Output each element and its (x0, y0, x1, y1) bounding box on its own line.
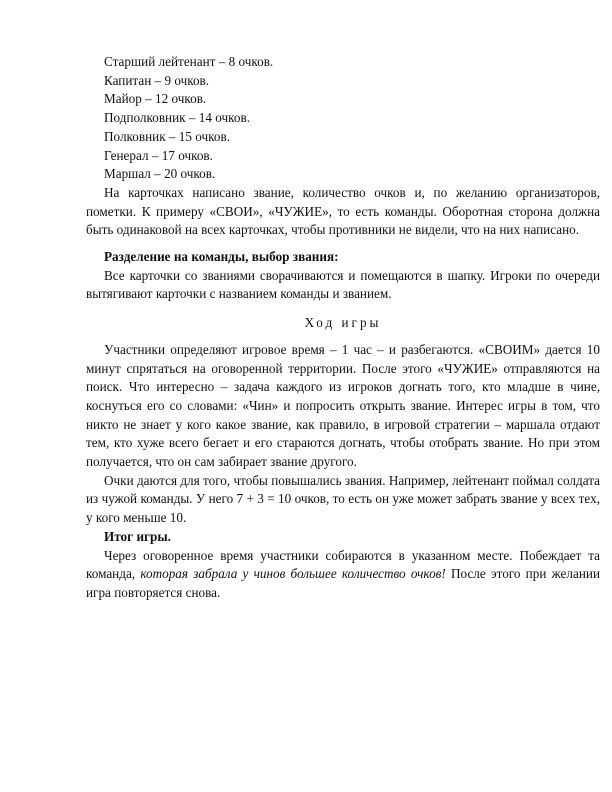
rank-line: Капитан – 9 очков. (104, 72, 210, 88)
rank-line: Подполковник – 14 очков. (104, 110, 250, 126)
document-page (86, 53, 600, 603)
result-heading: Итог игры. (104, 528, 171, 544)
division-heading: Разделение на команды, выбор звания: (104, 249, 339, 265)
course-heading: Ход игры (304, 315, 382, 331)
rank-line: Маршал – 20 очков. (104, 166, 216, 182)
rank-line: Майор – 12 очков. (104, 91, 207, 107)
rank-line: Генерал – 17 очков. (104, 147, 213, 163)
points-paragraph: Очки даются для того, чтобы повышались звания. Например, лейтенант поймал солдата из чужой команды. У него 7 + 3 = 10 очков, то есть он уже может забрать звание у всех тех, у кого меньше 10. (86, 472, 600, 526)
cards-paragraph: На карточках написано звание, количество очков и, по желанию организаторов, пометки. К примеру «СВОИ», «ЧУЖИЕ», то есть команды. Оборотная сторона должна быть одинаковой на всех карточках, чтобы противники не видели, что на них написано. (86, 184, 600, 238)
division-paragraph: Все карточки со званиями сворачиваются и помещаются в шапку. Игроки по очереди вытягивают карточки с названием команды и званием. (86, 267, 600, 302)
result-text-start: Через оговоренное время участники собираются в указанном месте. Побеждает та команда, (86, 547, 600, 582)
result-paragraph (86, 547, 600, 603)
result-text-italic: которая забрала у чинов большее количество очков! (140, 566, 446, 582)
rank-line: Старший лейтенант – 8 очков. (104, 54, 274, 69)
rank-line: Полковник – 15 очков. (104, 128, 231, 144)
result-text-end: После этого при желании игра повторяется снова. (86, 566, 601, 600)
course-paragraph: Участники определяют игровое время – 1 час – и разбегаются. «СВОИМ» дается 10 минут спрятаться на оговоренной территории. После этого «ЧУЖИЕ» отправляются на поиск. Что интересно – задача каждого из игроков догнать того, кто младше в чине, коснуться его со словами: «Чин» и попросить открыть звание. Интерес игры в том, что никто не знает у кого какое звание, как правило, в игровой стратегии – маршала отдают тем, кто хуже всего бегает и его стараются догнать, чтобы отобрать звание. Но при этом получается, что он сам забирает звание другого. (86, 341, 600, 470)
